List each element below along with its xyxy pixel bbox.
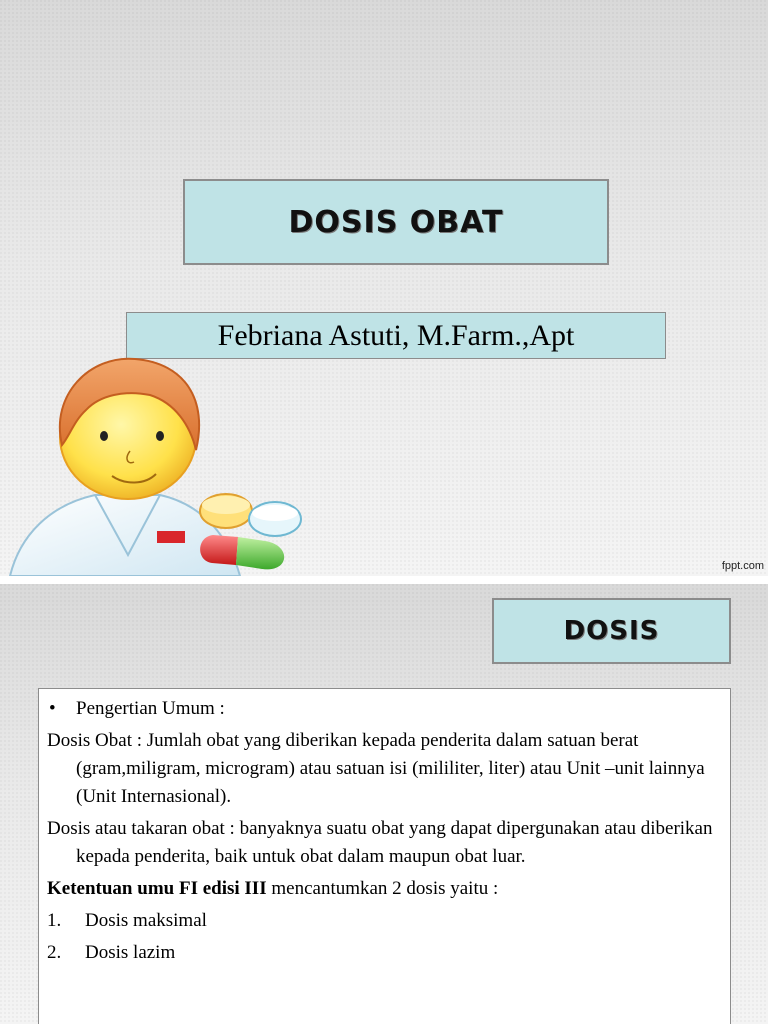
pharmacist-with-pills-icon <box>0 355 320 576</box>
content-box <box>38 688 731 1024</box>
provision-paragraph <box>47 875 720 903</box>
provision-text: mencantumkan 2 dosis yaitu : <box>266 878 499 899</box>
slide-separator <box>0 576 768 584</box>
list-text: Dosis maksimal <box>85 910 207 931</box>
list-item <box>47 939 720 967</box>
provision-bold-text: Ketentuan umu FI edisi III <box>47 878 267 899</box>
definition-paragraph: Dosis atau takaran obat : banyaknya suatu obat yang dapat dipergunakan atau diberikan kepada penderita, baik untuk obat dalam maupun obat luar. <box>47 818 713 867</box>
slide-title-text: DOSIS OBAT <box>288 204 504 240</box>
list-item <box>47 907 720 935</box>
author-box <box>126 312 666 359</box>
author-name: Febriana Astuti, M.Farm.,Apt <box>217 318 575 352</box>
slide-2 <box>0 584 768 1024</box>
definition-paragraph: Dosis Obat : Jumlah obat yang diberikan kepada penderita dalam satuan berat (gram,miligram, microgram) atau satuan isi (mililiter, liter) atau Unit –unit lainnya (Unit Internasional). <box>47 730 705 807</box>
slide-title-text: DOSIS <box>563 616 660 646</box>
slide-title <box>492 598 731 664</box>
bullet-icon: • <box>49 698 56 719</box>
list-number: 2. <box>47 942 62 963</box>
bullet-text: Pengertian Umum : <box>76 698 225 719</box>
watermark-text: fppt.com <box>721 560 764 572</box>
list-text: Dosis lazim <box>85 942 176 963</box>
list-number: 1. <box>47 910 62 931</box>
slide-title <box>183 179 609 265</box>
bullet-item <box>47 695 720 723</box>
